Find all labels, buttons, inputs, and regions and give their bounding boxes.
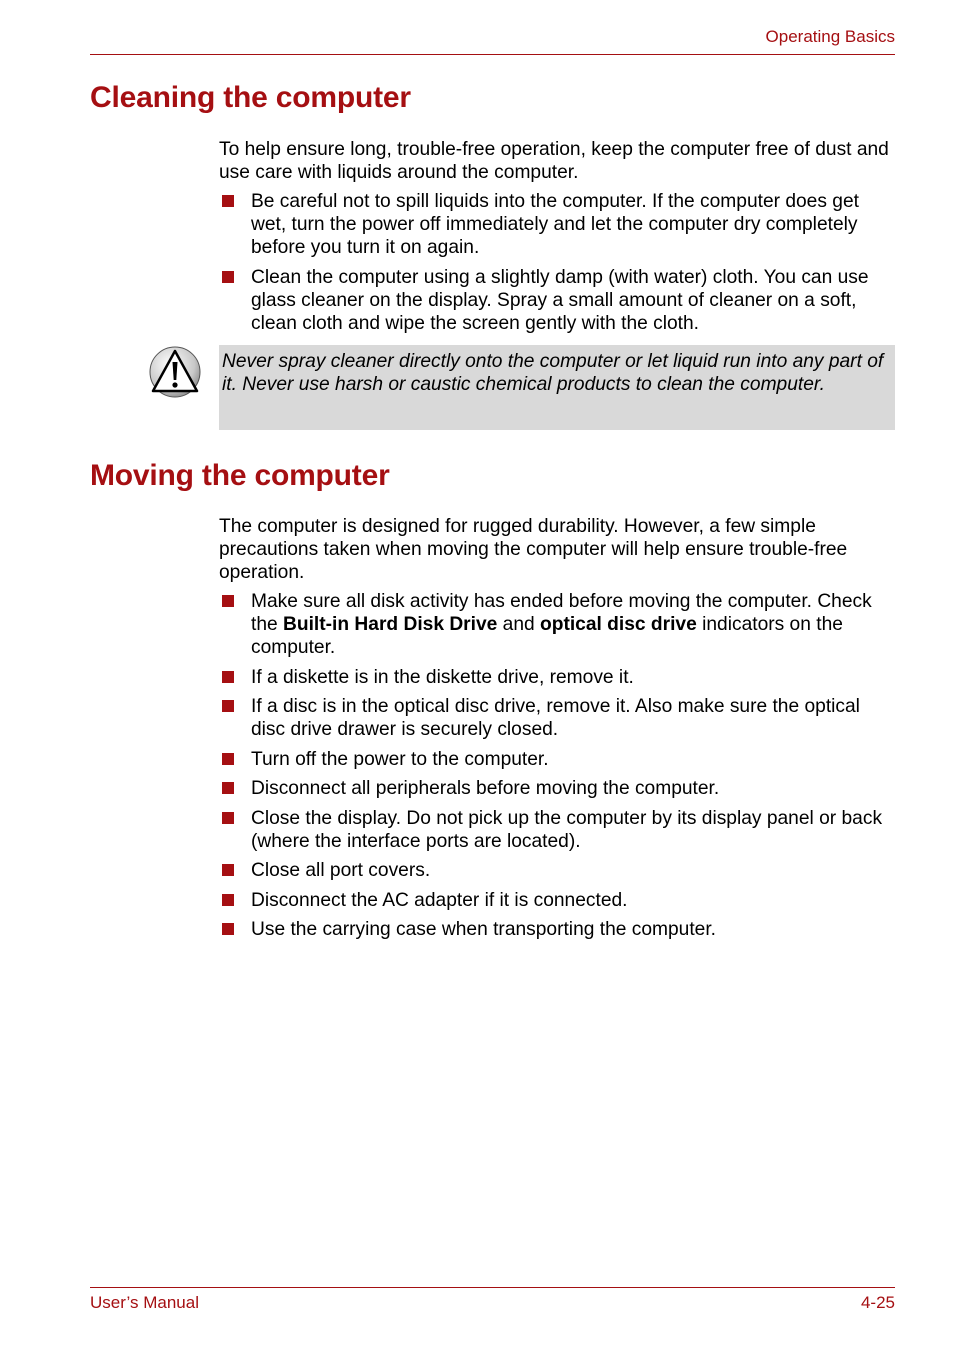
heading-cleaning: Cleaning the computer	[90, 81, 411, 114]
cleaning-section	[219, 138, 897, 341]
caution-note: Never spray cleaner directly onto the computer or let liquid run into any part of it. Never use harsh or caustic chemical products to clean the computer.	[219, 345, 895, 430]
list-item: Use the carrying case when transporting the computer.	[219, 918, 897, 941]
bullet-square-icon	[222, 271, 234, 283]
footer-manual-title: User’s Manual	[90, 1293, 199, 1312]
bullet-square-icon	[222, 595, 234, 607]
list-item: Turn off the power to the computer.	[219, 748, 897, 771]
cleaning-intro: To help ensure long, trouble-free operation, keep the computer free of dust and use care with liquids around the computer.	[219, 139, 889, 183]
moving-list	[219, 590, 897, 941]
moving-intro: The computer is designed for rugged durability. However, a few simple precautions taken when moving the computer will help ensure trouble-free operation.	[219, 516, 848, 583]
list-item: Disconnect the AC adapter if it is connected.	[219, 889, 897, 912]
moving-section	[219, 515, 897, 948]
list-item: Be careful not to spill liquids into the computer. If the computer does get wet, turn the power off immediately and let the computer dry completely before you turn it on again.	[219, 190, 897, 259]
heading-moving: Moving the computer	[90, 459, 390, 492]
bullet-square-icon	[222, 894, 234, 906]
bullet-square-icon	[222, 671, 234, 683]
list-item: If a diskette is in the diskette drive, remove it.	[219, 666, 897, 689]
bullet-square-icon	[222, 753, 234, 765]
bullet-square-icon	[222, 864, 234, 876]
page-number: 4-25	[860, 1293, 895, 1312]
list-item: Make sure all disk activity has ended before moving the computer. Check the Built-in Hard Disk Drive and optical disc drive indicators on the computer.	[219, 590, 897, 659]
bullet-square-icon	[222, 700, 234, 712]
list-item: If a disc is in the optical disc drive, remove it. Also make sure the optical disc drive drawer is securely closed.	[219, 695, 897, 741]
footer-rule	[90, 1287, 895, 1288]
hdd-indicator-label: Built-in Hard Disk Drive	[283, 614, 498, 635]
list-item: Close all port covers.	[219, 859, 897, 882]
bullet-square-icon	[222, 195, 234, 207]
header-section-title: Operating Basics	[765, 27, 895, 46]
odd-indicator-label: optical disc drive	[540, 614, 697, 635]
list-item: Disconnect all peripherals before moving the computer.	[219, 777, 897, 800]
bullet-square-icon	[222, 782, 234, 794]
cleaning-list	[219, 190, 897, 335]
bullet-square-icon	[222, 812, 234, 824]
caution-icon	[148, 345, 202, 399]
header-rule	[90, 54, 895, 55]
list-item: Close the display. Do not pick up the computer by its display panel or back (where the interface ports are located).	[219, 807, 897, 853]
list-item: Clean the computer using a slightly damp (with water) cloth. You can use glass cleaner on the display. Spray a small amount of cleaner on a soft, clean cloth and wipe the screen gently with the cloth.	[219, 266, 897, 335]
bullet-square-icon	[222, 923, 234, 935]
